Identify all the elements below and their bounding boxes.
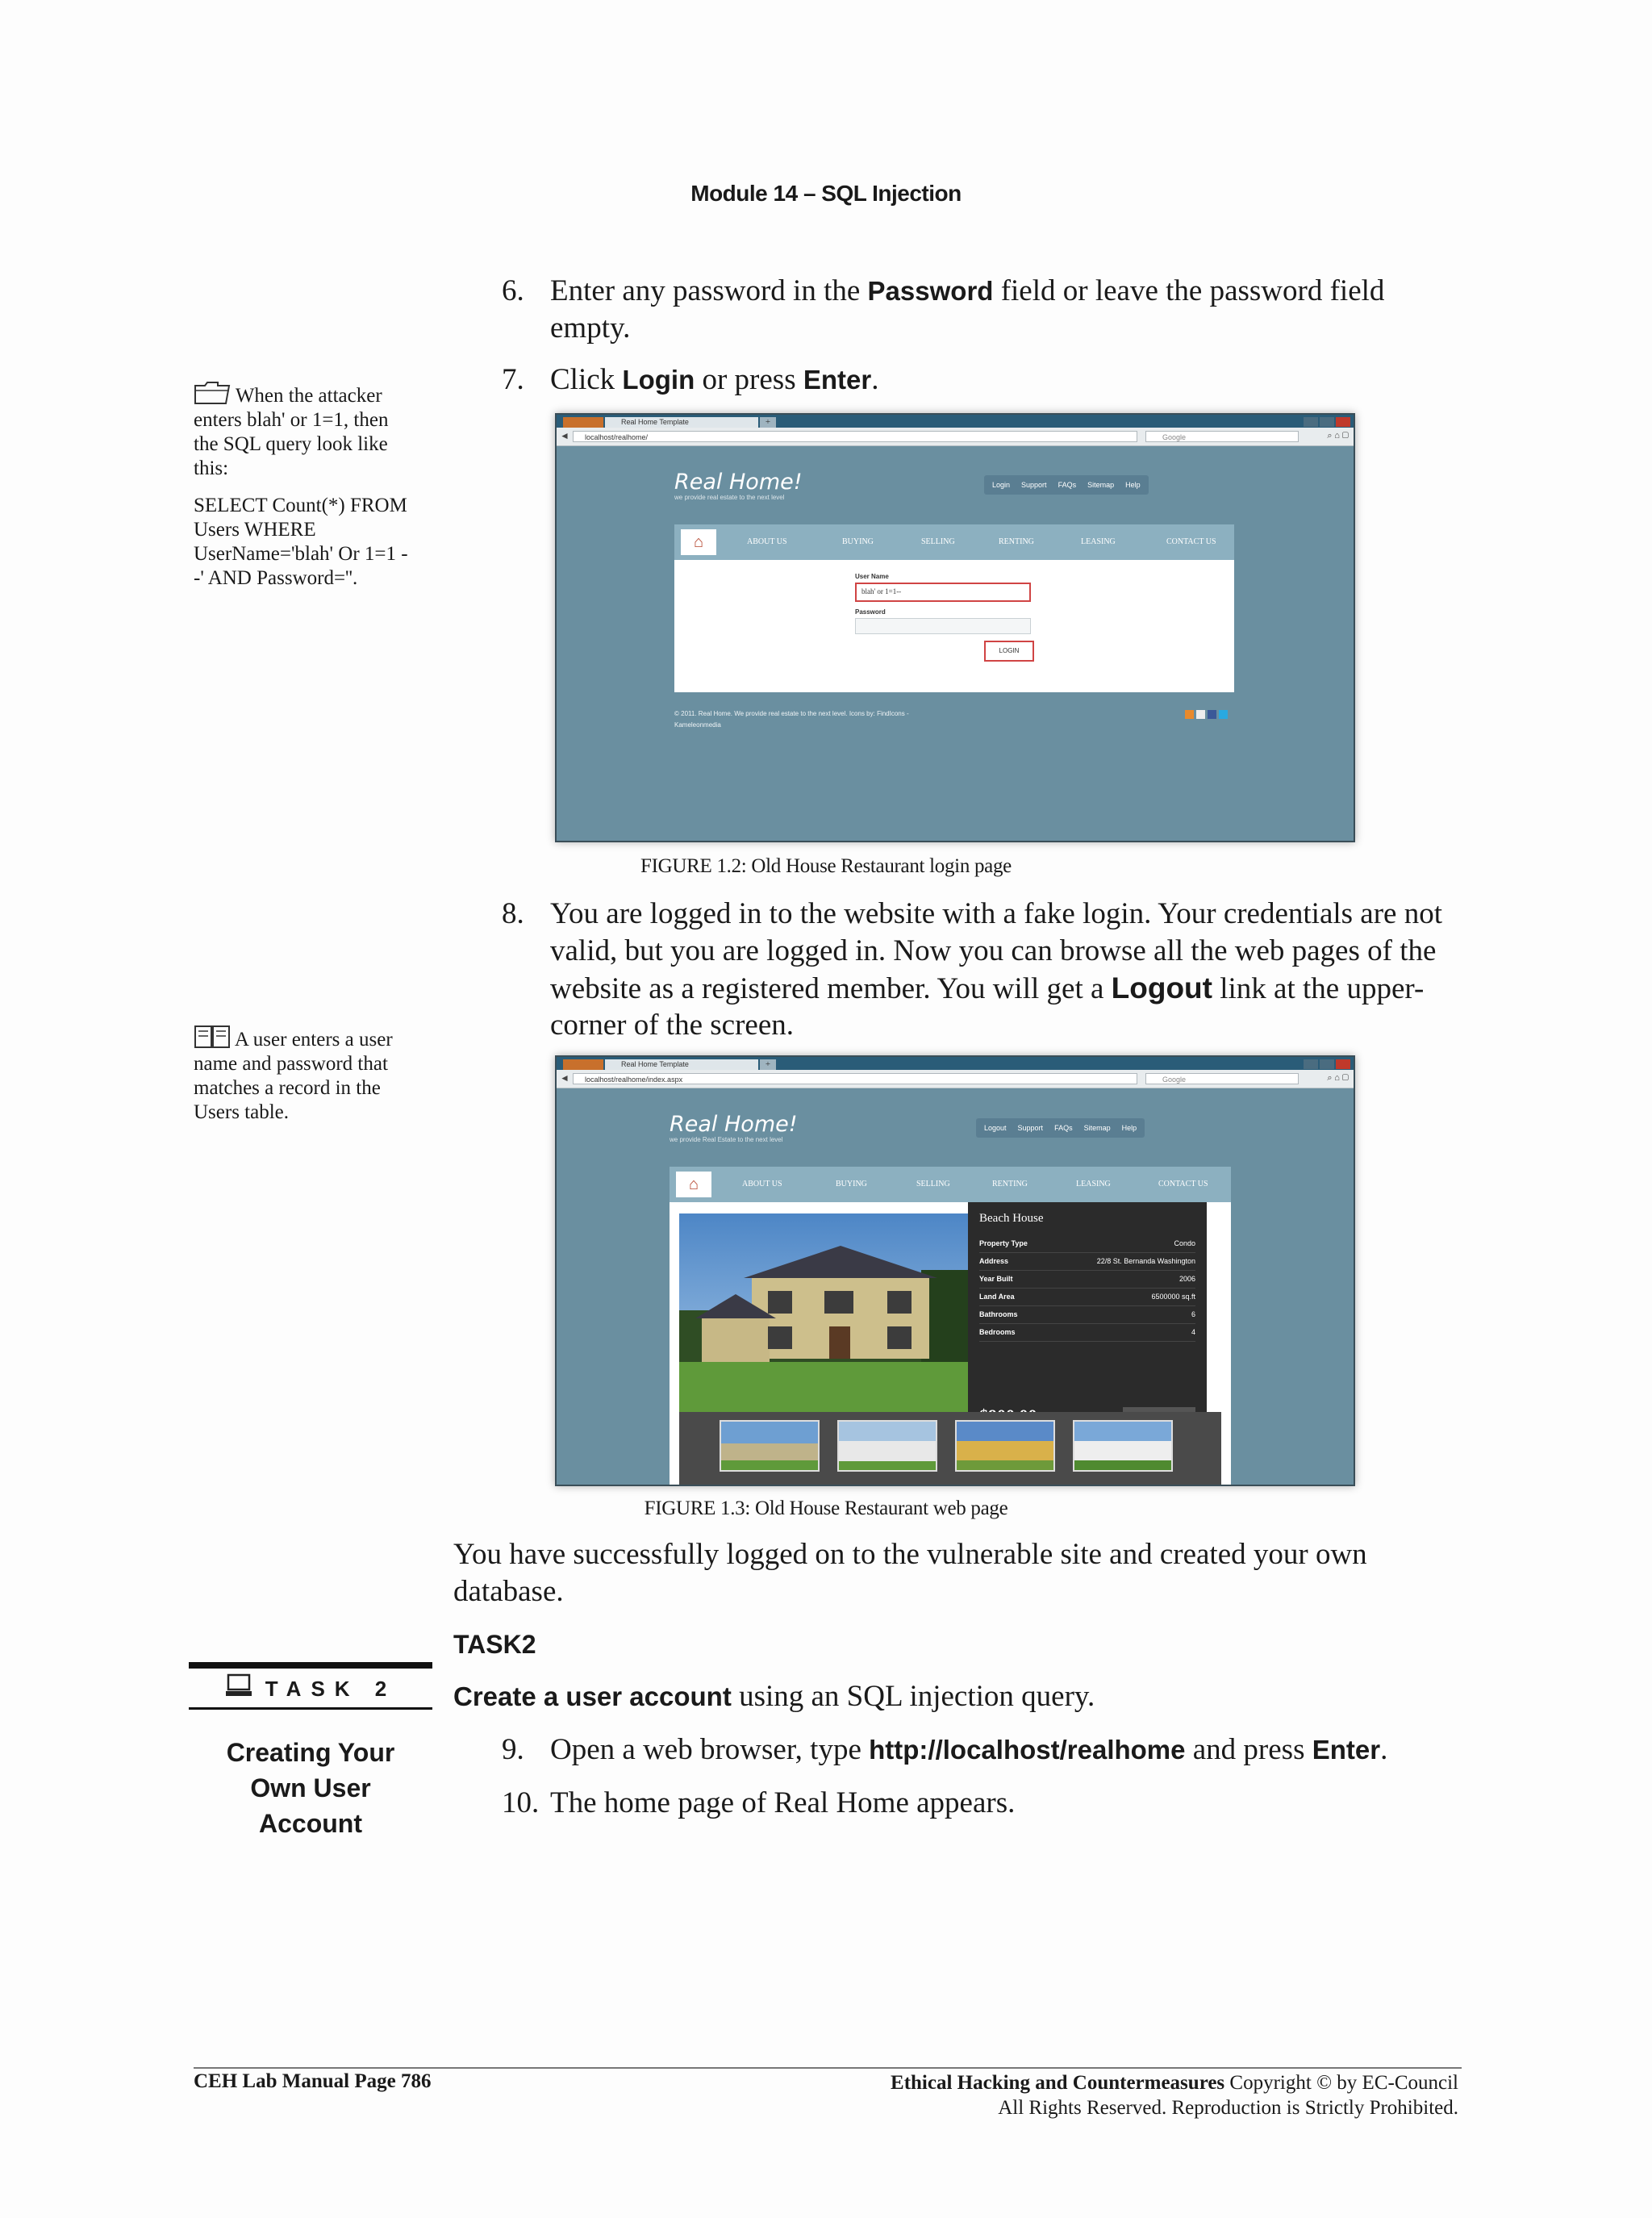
step-6 [502, 273, 1470, 347]
margin-note-user: A user enters a user name and password that matches a record in the Users table. [194, 1023, 428, 1125]
step-8: 8. You are logged in to the website with a fake login. Your credentials are not valid, but you are logged in. Now you can browse all the web pages of the website as a registered member. You will get a Logout link at the upper- corner of the screen. [502, 897, 1443, 1042]
home-icon: ⌂ [681, 529, 716, 555]
task-rule-top [189, 1662, 432, 1669]
figure-login-screenshot: Real Home Template + ◄ localhost/realhome/ Google ⌕ ⌂ ▢ Real Home! we provide real estate to the next level Login Support FAQs Sitemap Help ⌂ ABOUT US BUYING SELLING RENTING LEASING CONTACT US User Name blah' or 1=1-- Password LOGIN © 2011. Real Home. We provide real estate to the next level. Icons by: FindIcons - Kameleonmedia [555, 413, 1355, 842]
folder-icon [194, 381, 231, 405]
figure-caption: FIGURE 1.3: Old House Restaurant web page [644, 1497, 1008, 1519]
home-icon: ⌂ [676, 1172, 711, 1197]
property-title: Beach House [979, 1212, 1044, 1225]
footer-right: Ethical Hacking and Countermeasures Copyright © by EC-Council All Rights Reserved. Reproduction is Strictly Prohibited. [891, 2072, 1458, 2119]
footer-left: CEH Lab Manual Page 786 [194, 2070, 432, 2092]
step-number: 7. [502, 363, 524, 396]
create-account-line: Create a user account using an SQL injection query. [453, 1680, 1095, 1713]
username-input: blah' or 1=1-- [855, 583, 1031, 602]
url-field: localhost/realhome/index.aspx [573, 1073, 1137, 1084]
login-button: LOGIN [984, 641, 1034, 662]
site-top-links: Login Support FAQs Sitemap Help [984, 475, 1149, 495]
book-icon [194, 1023, 231, 1049]
site-footer: © 2011. Real Home. We provide real estate to the next level. Icons by: FindIcons - Kameleonmedia [674, 710, 909, 729]
url-field: localhost/realhome/ [573, 431, 1137, 442]
house-photo [679, 1213, 1008, 1412]
step-10: 10. The home page of Real Home appears. [502, 1786, 1016, 1819]
step-text-line2: empty. [550, 311, 631, 345]
computer-icon [225, 1673, 252, 1698]
thumbnail-strip [679, 1412, 1221, 1485]
task-title: Creating Your Own User Account [226, 1738, 395, 1838]
login-panel: User Name blah' or 1=1-- Password LOGIN [674, 560, 1234, 692]
figure-caption: FIGURE 1.2: Old House Restaurant login page [640, 855, 1012, 877]
property-info: Beach House Property Type Condo Address 22/8 St. Bernanda Washington Year Built 2006 Land Area 6500000 sq.ft Bathrooms 6 Bedrooms 4 [968, 1202, 1207, 1436]
site-logo: Real Home! [674, 470, 803, 495]
site-nav: ⌂ ABOUT US BUYING SELLING RENTING LEASING CONTACT US [674, 524, 1234, 560]
figure-webpage-screenshot: Real Home Template + ◄ localhost/realhome/index.aspx Google ⌕ ⌂ ▢ Real Home! we provide Real Estate to the next level Logout Support FAQs Sitemap Help ⌂ ABOUT US BUYING SELLING RENTING LEASING CONTACT US Beach House Property Type Condo Address 22/8 St. Bernanda Washington Year Built 2006 Land Area 6500000 sq.ft Bathrooms 6 Bedrooms 4 [555, 1055, 1355, 1486]
search-field: Google [1145, 1073, 1299, 1084]
site-top-links: Logout Support FAQs Sitemap Help [976, 1118, 1145, 1138]
search-field: Google [1145, 431, 1299, 442]
task-heading: TASK2 [453, 1630, 536, 1659]
task-rule-bottom [189, 1707, 432, 1710]
step-text: Click Login or press Enter. [550, 363, 879, 396]
step-9: 9. Open a web browser, type http://localhost/realhome and press Enter. [502, 1733, 1388, 1766]
site-nav: ⌂ ABOUT US BUYING SELLING RENTING LEASING CONTACT US [670, 1167, 1231, 1202]
success-paragraph: You have successfully logged on to the vulnerable site and created your own database. [453, 1538, 1367, 1608]
password-input [855, 618, 1031, 634]
step-text: Enter any password in the Password field or leave the password field [550, 274, 1385, 307]
footer-rule [194, 2067, 1462, 2069]
property-panel [670, 1202, 1231, 1485]
site-logo: Real Home! [670, 1112, 798, 1137]
step-number: 6. [502, 274, 524, 307]
module-header: Module 14 – SQL Injection [690, 181, 962, 206]
social-icons [1183, 708, 1228, 723]
margin-note-sql: When the attacker enters blah' or 1=1, then the SQL query look like this: SELECT Count(*) FROM Users WHERE UserName='blah' Or 1=1 - -' AND Password=''. [194, 381, 428, 591]
task-label: TASK 2 [189, 1673, 432, 1706]
step-7 [502, 361, 1470, 399]
